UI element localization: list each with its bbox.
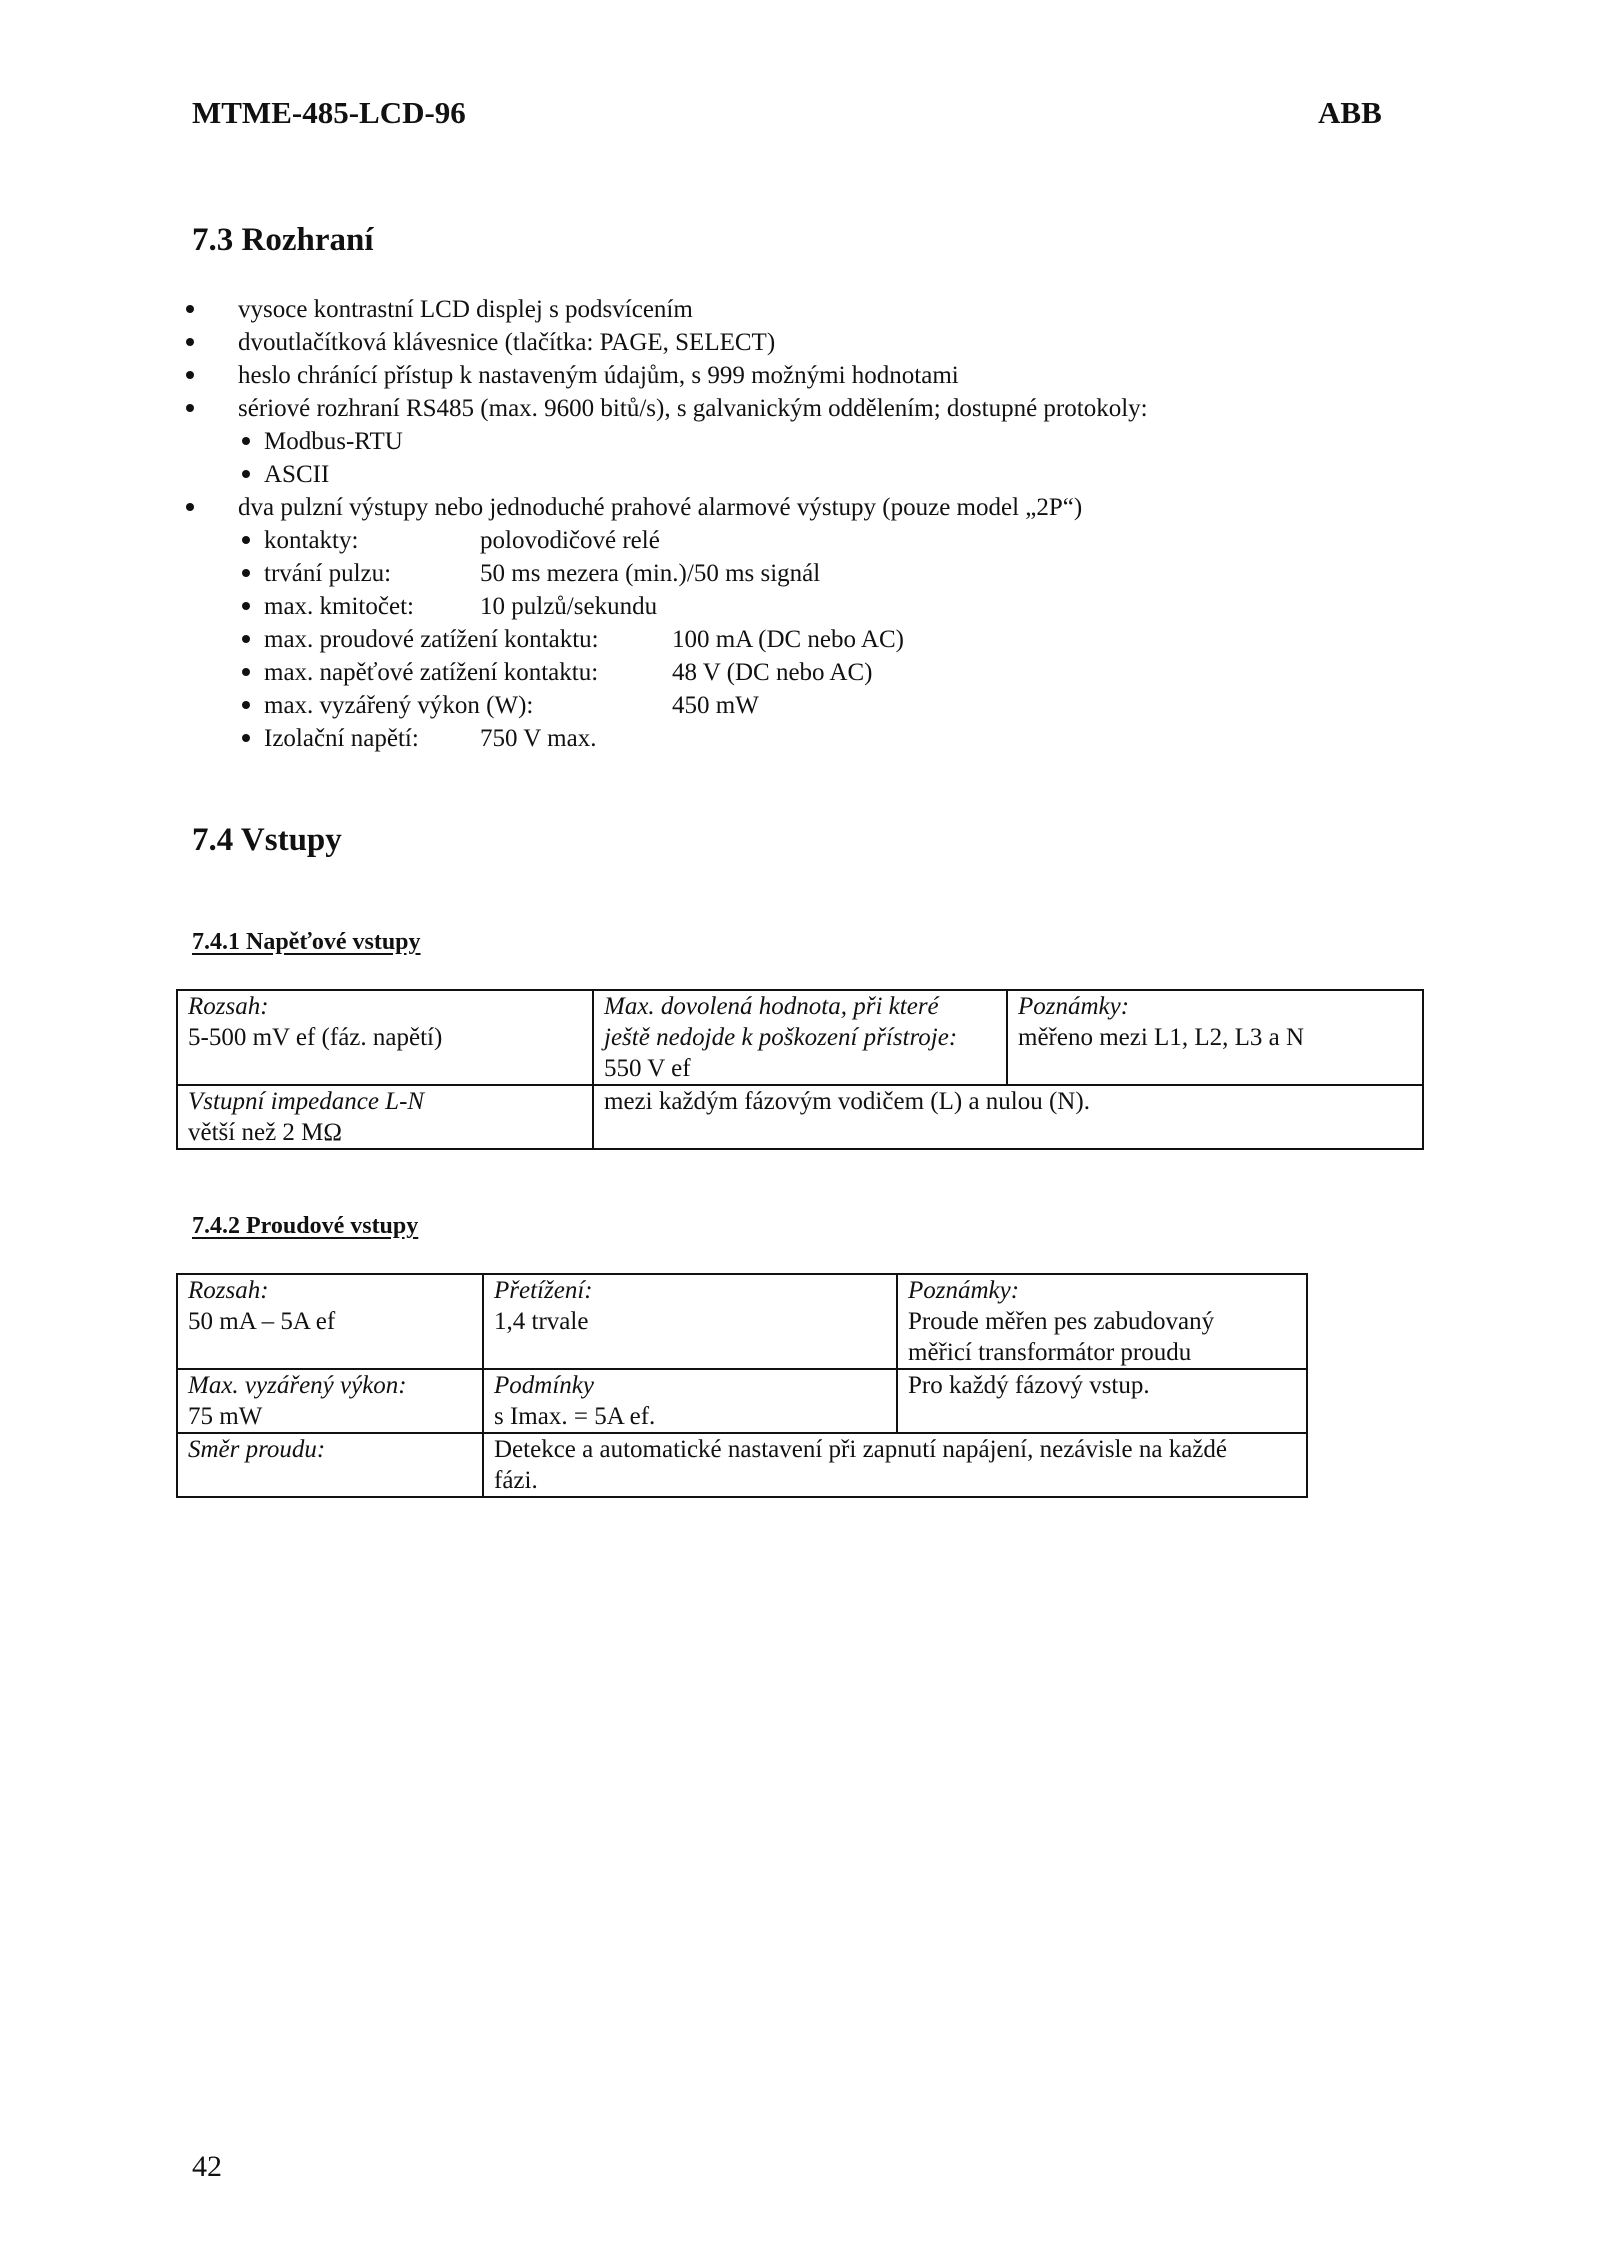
table-row xyxy=(177,1085,1423,1149)
table-cell: Vstupní impedance L-N větší než 2 MΩ xyxy=(177,1085,593,1149)
section-7-4-title: 7.4 Vstupy xyxy=(192,822,342,858)
section-7-4-2-title: 7.4.2 Proudové vstupy xyxy=(192,1213,419,1239)
bullet-icon xyxy=(186,404,194,412)
table-cell: Směr proudu: xyxy=(177,1433,483,1497)
bullet-icon xyxy=(242,668,250,676)
spec-item: Izolační napětí: 750 V max. xyxy=(264,722,1174,755)
bullet-icon xyxy=(186,503,194,511)
table-cell: Rozsah: 50 mA – 5A ef xyxy=(177,1274,483,1369)
table-cell: Rozsah: 5-500 mV ef (fáz. napětí) xyxy=(177,990,593,1085)
table-cell: Poznámky: měřeno mezi L1, L2, L3 a N xyxy=(1007,990,1423,1085)
table-row xyxy=(177,990,1423,1085)
bullet-icon xyxy=(242,734,250,742)
bullet-icon xyxy=(242,437,250,445)
brand-name: ABB xyxy=(1318,95,1382,130)
bullet-icon xyxy=(186,305,194,313)
spec-item: max. vyzářený výkon (W): 450 mW xyxy=(264,689,1174,722)
list-item: heslo chránící přístup k nastaveným údajům, s 999 možnými hodnotami xyxy=(238,359,1148,392)
current-inputs-table xyxy=(176,1273,1308,1498)
document-id: MTME-485-LCD-96 xyxy=(192,95,466,130)
bullet-icon xyxy=(242,635,250,643)
spec-item: max. proudové zatížení kontaktu: 100 mA (DC nebo AC) xyxy=(264,623,1174,656)
bullet-icon xyxy=(242,701,250,709)
table-cell: Poznámky: Proude měřen pes zabudovaný měřicí transformátor proudu xyxy=(897,1274,1307,1369)
table-cell: Přetížení: 1,4 trvale xyxy=(483,1274,897,1369)
list-item: dvoutlačítková klávesnice (tlačítka: PAGE, SELECT) xyxy=(238,326,1148,359)
interface-list xyxy=(238,293,1148,755)
page-number: 42 xyxy=(192,2150,222,2183)
section-7-4-1-title: 7.4.1 Napěťové vstupy xyxy=(192,929,421,955)
table-cell: mezi každým fázovým vodičem (L) a nulou (N). xyxy=(593,1085,1423,1149)
section-7-3-title: 7.3 Rozhraní xyxy=(192,222,374,258)
spec-item: max. kmitočet: 10 pulzů/sekundu xyxy=(264,590,1174,623)
spec-item: kontakty: polovodičové relé xyxy=(264,524,1174,557)
voltage-inputs-table xyxy=(176,989,1424,1150)
table-cell: Max. vyzářený výkon: 75 mW xyxy=(177,1369,483,1433)
table-cell: Podmínky s Imax. = 5A ef. xyxy=(483,1369,897,1433)
protocol-item: ASCII xyxy=(264,458,1174,491)
table-cell: Pro každý fázový vstup. xyxy=(897,1369,1307,1433)
protocol-item: Modbus-RTU xyxy=(264,425,1174,458)
list-item: dva pulzní výstupy nebo jednoduché prahové alarmové výstupy (pouze model „2P“) xyxy=(238,491,1148,524)
spec-item: trvání pulzu: 50 ms mezera (min.)/50 ms signál xyxy=(264,557,1174,590)
table-row xyxy=(177,1433,1307,1497)
bullet-icon xyxy=(186,338,194,346)
table-row xyxy=(177,1369,1307,1433)
list-item: sériové rozhraní RS485 (max. 9600 bitů/s), s galvanickým oddělením; dostupné protokoly: xyxy=(238,392,1148,425)
bullet-icon xyxy=(242,602,250,610)
bullet-icon xyxy=(186,371,194,379)
table-cell: Max. dovolená hodnota, při které ještě nedojde k poškození přístroje: 550 V ef xyxy=(593,990,1007,1085)
bullet-icon xyxy=(242,470,250,478)
bullet-icon xyxy=(242,569,250,577)
list-item: vysoce kontrastní LCD displej s podsvícením xyxy=(238,293,1148,326)
spec-item: max. napěťové zatížení kontaktu: 48 V (DC nebo AC) xyxy=(264,656,1174,689)
bullet-icon xyxy=(242,536,250,544)
table-row xyxy=(177,1274,1307,1369)
table-cell: Detekce a automatické nastavení při zapnutí napájení, nezávisle na každé fázi. xyxy=(483,1433,1307,1497)
